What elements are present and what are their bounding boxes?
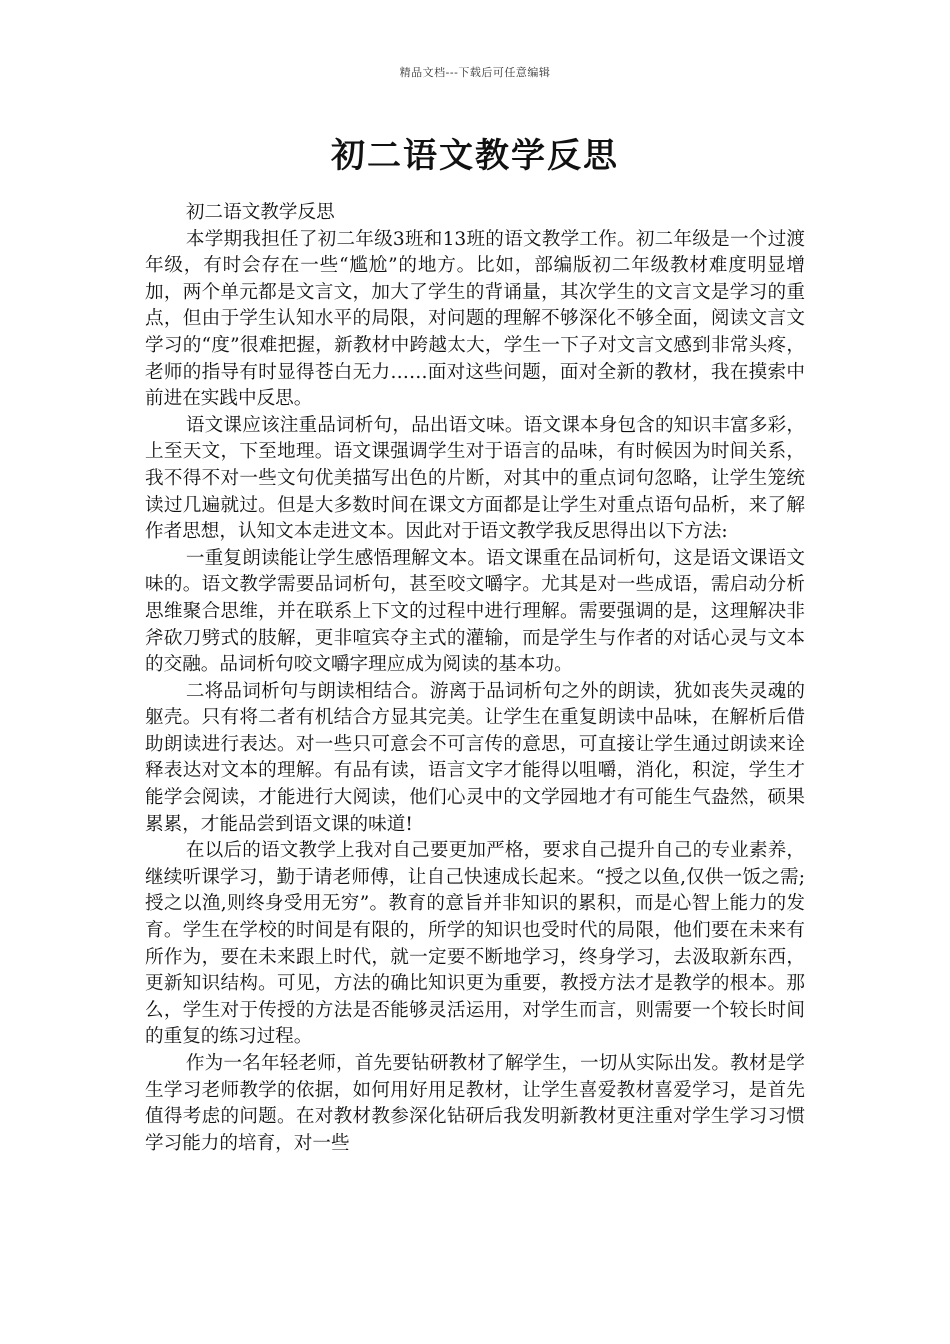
paragraph: 作为一名年轻老师，首先要钻研教材了解学生，一切从实际出发。教材是学生学习老师教学的依据，如何用好用足教材，让学生喜爱教材喜爱学习，是首先值得考虑的问题。在对教材教参深化钻研后我发明新教材更注重对学生学习习惯学习能力的培育，对一些	[145, 1053, 805, 1154]
page-header-note: 精品文档---下载后可任意编辑	[399, 66, 551, 79]
paragraph: 二将品词析句与朗读相结合。游离于品词析句之外的朗读，犹如丧失灵魂的躯壳。只有将二者有机结合方显其完美。让学生在重复朗读中品味，在解析后借助朗读进行表达。对一些只可意会不可言传的意思，可直接让学生通过朗读来诠释表达对文本的理解。有品有读，语言文字才能得以咀嚼，消化，积淀，学生才能学会阅读，才能进行大阅读，他们心灵中的文学园地才有可能生气盎然，硕果累累，才能品尝到语文课的味道!	[145, 680, 805, 835]
paragraph-subtitle: 初二语文教学反思	[185, 202, 335, 223]
document-title: 初二语文教学反思	[331, 136, 619, 176]
document-body	[145, 200, 805, 1157]
paragraph: 语文课应该注重品词析句，品出语文味。语文课本身包含的知识丰富多彩，上至天文，下至地理。语文课强调学生对于语言的品味，有时候因为时间关系，我不得不对一些文句优美描写出色的片断，对其中的重点词句忽略，让学生笼统读过几遍就过。但是大多数时间在课文方面都是让学生对重点语句品析，来了解作者思想，认知文本走进文本。因此对于语文教学我反思得出以下方法:	[145, 414, 805, 543]
paragraph: 在以后的语文教学上我对自己要更加严格，要求自己提升自己的专业素养，继续听课学习，勤于请老师傅，让自己快速成长起来。“授之以鱼,仅供一饭之需;授之以渔,则终身受用无穷”。教育的意旨并非知识的累积，而是心智上能力的发育。学生在学校的时间是有限的，所学的知识也受时代的局限，他们要在未来有所作为，要在未来跟上时代，就一定要不断地学习，终身学习，去汲取新东西，更新知识结构。可见，方法的确比知识更为重要，教授方法才是教学的根本。那么，学生对于传授的方法是否能够灵活运用，对学生而言，则需要一个较长时间的重复的练习过程。	[145, 840, 805, 1048]
paragraph: 本学期我担任了初二年级3班和13班的语文教学工作。初二年级是一个过渡年级，有时会存在一些“尴尬”的地方。比如，部编版初二年级教材难度明显增加，两个单元都是文言文，加大了学生的背诵量，其次学生的文言文是学习的重点，但由于学生认知水平的局限，对问题的理解不够深化不够全面，阅读文言文学习的“度”很难把握，新教材中跨越太大，学生一下子对文言文感到非常头疼，老师的指导有时显得苍白无力……面对这些问题，面对全新的教材，我在摸索中前进在实践中反思。	[145, 228, 805, 410]
paragraph: 一重复朗读能让学生感悟理解文本。语文课重在品词析句，这是语文课语文味的。语文教学需要品词析句，甚至咬文嚼字。尤其是对一些成语，需启动分析思维聚合思维，并在联系上下文的过程中进行理解。需要强调的是，这理解决非斧砍刀劈式的肢解，更非喧宾夺主式的灌输，而是学生与作者的对话心灵与文本的交融。品词析句咬文嚼字理应成为阅读的基本功。	[145, 547, 805, 676]
